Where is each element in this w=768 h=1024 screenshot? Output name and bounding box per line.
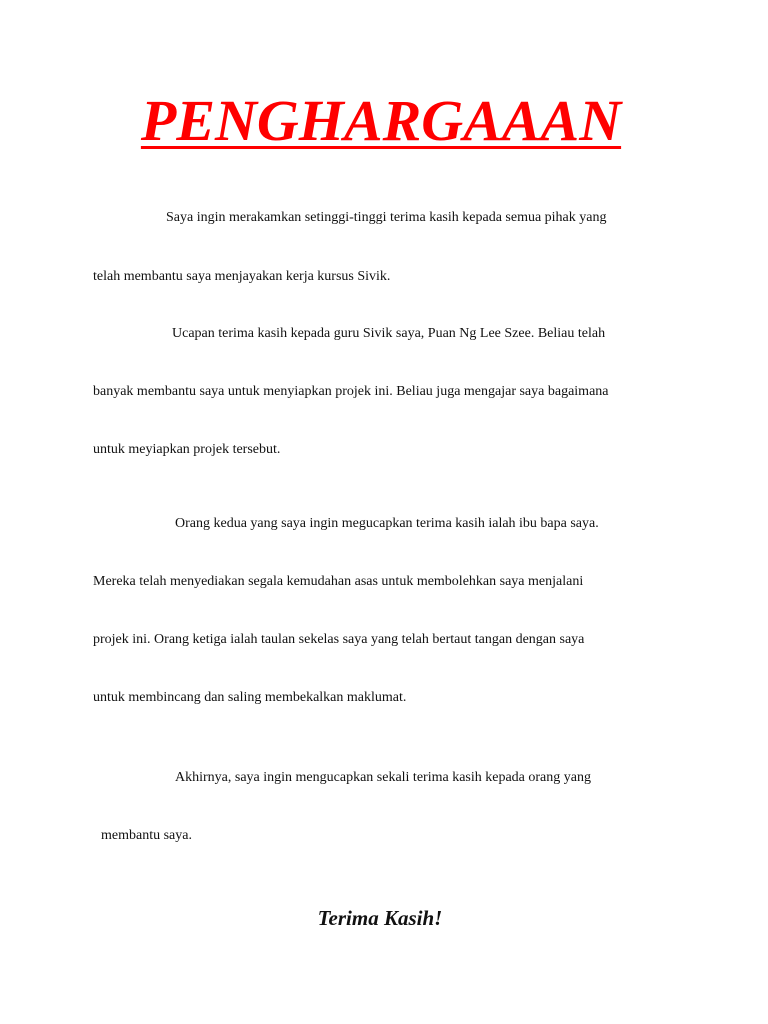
paragraph-1-line-1: Saya ingin merakamkan setinggi-tinggi terima kasih kepada semua pihak yang — [166, 210, 607, 225]
paragraph-1-line-2: telah membantu saya menjayakan kerja kursus Sivik. — [93, 269, 391, 284]
paragraph-2-line-1: Ucapan terima kasih kepada guru Sivik saya, Puan Ng Lee Szee. Beliau telah — [172, 326, 606, 341]
paragraph-3-line-1: Orang kedua yang saya ingin megucapkan terima kasih ialah ibu bapa saya. — [175, 516, 599, 531]
paragraph-3-line-4: untuk membincang dan saling membekalkan maklumat. — [93, 690, 407, 705]
paragraph-2-line-3: untuk meyiapkan projek tersebut. — [93, 442, 281, 457]
page-title-text: PENGHARGAAAN — [140, 88, 622, 153]
page-title — [0, 88, 768, 154]
closing-text-label: Terima Kasih! — [317, 906, 443, 930]
closing-text — [0, 904, 768, 932]
paragraph-4-line-2: membantu saya. — [101, 828, 192, 843]
paragraph-3-line-3: projek ini. Orang ketiga ialah taulan sekelas saya yang telah bertaut tangan dengan saya — [93, 632, 585, 647]
paragraph-2-line-2: banyak membantu saya untuk menyiapkan projek ini. Beliau juga mengajar saya bagaimana — [93, 384, 609, 399]
paragraph-3-line-2: Mereka telah menyediakan segala kemudahan asas untuk membolehkan saya menjalani — [93, 574, 584, 589]
paragraph-4-line-1: Akhirnya, saya ingin mengucapkan sekali terima kasih kepada orang yang — [175, 770, 591, 785]
